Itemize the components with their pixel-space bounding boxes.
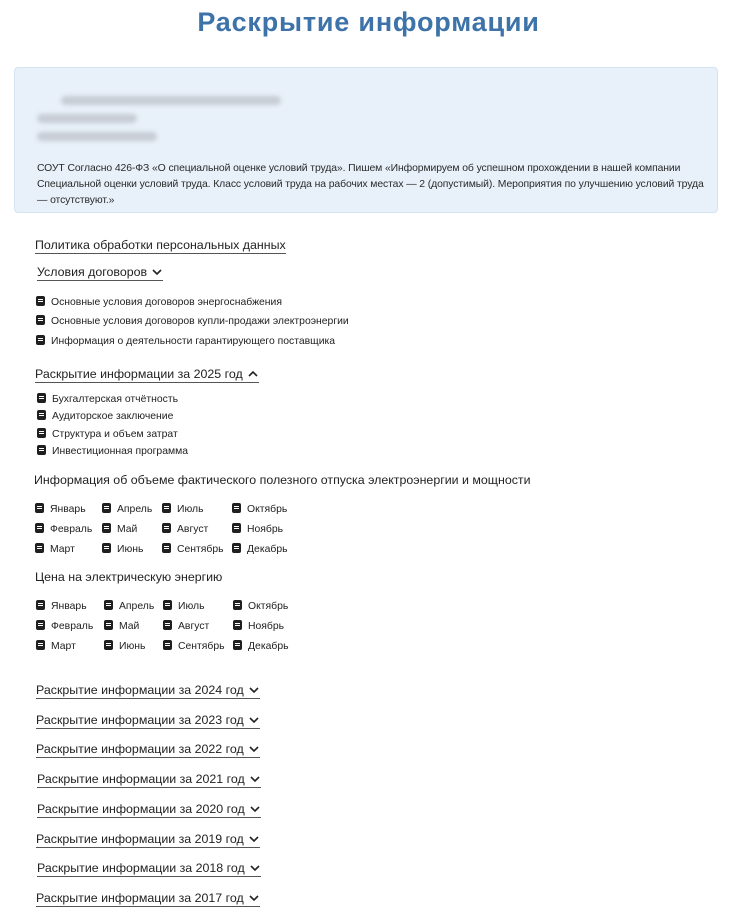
price-month-link[interactable]: Апрель xyxy=(104,600,154,613)
document-icon xyxy=(35,543,44,553)
chevron-down-icon xyxy=(249,803,261,815)
page-title: Раскрытие информации xyxy=(197,7,540,37)
disclosure-2025-doc[interactable]: Инвестиционная программа xyxy=(37,445,188,458)
blurred-text xyxy=(37,114,137,123)
document-icon xyxy=(37,445,46,455)
chevron-down-icon xyxy=(249,862,261,874)
volume-month-link[interactable]: Октябрь xyxy=(232,503,287,516)
disclosure-2025-doc[interactable]: Аудиторское заключение xyxy=(37,410,173,423)
volume-month-link[interactable]: Декабрь xyxy=(232,543,288,556)
price-month-link[interactable]: Март xyxy=(36,640,76,653)
contract-terms-toggle[interactable]: Условия договоров xyxy=(37,265,163,281)
volume-month-link[interactable]: Сентябрь xyxy=(162,543,224,556)
disclosure-2020-toggle[interactable]: Раскрытие информации за 2020 год xyxy=(37,802,261,818)
document-icon xyxy=(37,393,46,403)
volume-month-link[interactable]: Январь xyxy=(35,503,86,516)
document-icon xyxy=(233,640,242,650)
volume-month-link[interactable]: Август xyxy=(162,523,208,536)
contract-doc[interactable]: Информация о деятельности гарантирующего поставщика xyxy=(36,335,335,348)
document-icon xyxy=(163,620,172,630)
price-month-link[interactable]: Февраль xyxy=(36,620,93,633)
disclosure-2025-doc[interactable]: Бухгалтерская отчётность xyxy=(37,393,178,406)
document-icon xyxy=(232,503,241,513)
contract-doc[interactable]: Основные условия договоров энергоснабжения xyxy=(36,296,282,309)
volume-month-link[interactable]: Июнь xyxy=(102,543,143,556)
disclosure-2019-toggle[interactable]: Раскрытие информации за 2019 год xyxy=(36,832,260,848)
disclosure-2025-doc[interactable]: Структура и объем затрат xyxy=(37,428,178,441)
disclosure-2018-toggle[interactable]: Раскрытие информации за 2018 год xyxy=(37,861,261,877)
blurred-text xyxy=(61,96,281,105)
document-icon xyxy=(104,640,113,650)
volume-section-title: Информация об объеме фактического полезного отпуска электроэнергии и мощности xyxy=(34,473,531,487)
document-icon xyxy=(36,315,45,325)
privacy-policy-link[interactable]: Политика обработки персональных данных xyxy=(35,238,286,252)
document-icon xyxy=(37,410,46,420)
document-icon xyxy=(162,543,171,553)
volume-month-link[interactable]: Май xyxy=(102,523,137,536)
chevron-down-icon xyxy=(248,892,260,904)
disclosure-2025-toggle[interactable]: Раскрытие информации за 2025 год xyxy=(35,367,259,383)
chevron-down-icon xyxy=(248,833,260,845)
disclosure-2024-toggle[interactable]: Раскрытие информации за 2024 год xyxy=(36,683,260,699)
chevron-up-icon xyxy=(247,368,259,380)
price-month-link[interactable]: Июнь xyxy=(104,640,145,653)
document-icon xyxy=(102,523,111,533)
volume-month-link[interactable]: Июль xyxy=(162,503,204,516)
document-icon xyxy=(36,640,45,650)
document-icon xyxy=(35,523,44,533)
price-month-link[interactable]: Октябрь xyxy=(233,600,288,613)
notice-box xyxy=(14,67,718,213)
price-month-link[interactable]: Ноябрь xyxy=(233,620,284,633)
volume-month-link[interactable]: Февраль xyxy=(35,523,92,536)
document-icon xyxy=(36,620,45,630)
chevron-down-icon xyxy=(248,714,260,726)
document-icon xyxy=(232,523,241,533)
chevron-down-icon xyxy=(248,684,260,696)
document-icon xyxy=(102,503,111,513)
document-icon xyxy=(232,543,241,553)
document-icon xyxy=(36,335,45,345)
price-month-link[interactable]: Май xyxy=(104,620,139,633)
volume-month-link[interactable]: Апрель xyxy=(102,503,152,516)
price-month-link[interactable]: Сентябрь xyxy=(163,640,225,653)
price-month-link[interactable]: Декабрь xyxy=(233,640,289,653)
chevron-down-icon xyxy=(248,743,260,755)
chevron-down-icon xyxy=(151,266,163,278)
document-icon xyxy=(162,503,171,513)
volume-month-link[interactable]: Ноябрь xyxy=(232,523,283,536)
document-icon xyxy=(35,503,44,513)
contract-doc[interactable]: Основные условия договоров купли-продажи электроэнергии xyxy=(36,315,349,328)
disclosure-2021-toggle[interactable]: Раскрытие информации за 2021 год xyxy=(37,772,261,788)
document-icon xyxy=(162,523,171,533)
document-icon xyxy=(163,600,172,610)
blurred-text xyxy=(37,132,157,141)
price-month-link[interactable]: Январь xyxy=(36,600,87,613)
document-icon xyxy=(36,600,45,610)
document-icon xyxy=(37,428,46,438)
price-month-link[interactable]: Август xyxy=(163,620,209,633)
document-icon xyxy=(163,640,172,650)
notice-text: СОУТ Согласно 426-ФЗ «О специальной оценке условий труда». Пишем «Информируем об успешном прохождении в нашей компании Специальной оценки условий труда. Класс условий труда на рабочих местах — 2 (допустимый). Мероприятия по улучшению условий труда — отсутствуют.» xyxy=(37,163,704,206)
document-icon xyxy=(104,620,113,630)
document-icon xyxy=(233,600,242,610)
document-icon xyxy=(36,296,45,306)
price-month-link[interactable]: Июль xyxy=(163,600,205,613)
disclosure-2023-toggle[interactable]: Раскрытие информации за 2023 год xyxy=(36,713,260,729)
price-section-title: Цена на электрическую энергию xyxy=(35,570,223,584)
disclosure-2017-toggle[interactable]: Раскрытие информации за 2017 год xyxy=(36,891,260,907)
document-icon xyxy=(233,620,242,630)
disclosure-2022-toggle[interactable]: Раскрытие информации за 2022 год xyxy=(36,742,260,758)
document-icon xyxy=(102,543,111,553)
chevron-down-icon xyxy=(249,773,261,785)
document-icon xyxy=(104,600,113,610)
volume-month-link[interactable]: Март xyxy=(35,543,75,556)
